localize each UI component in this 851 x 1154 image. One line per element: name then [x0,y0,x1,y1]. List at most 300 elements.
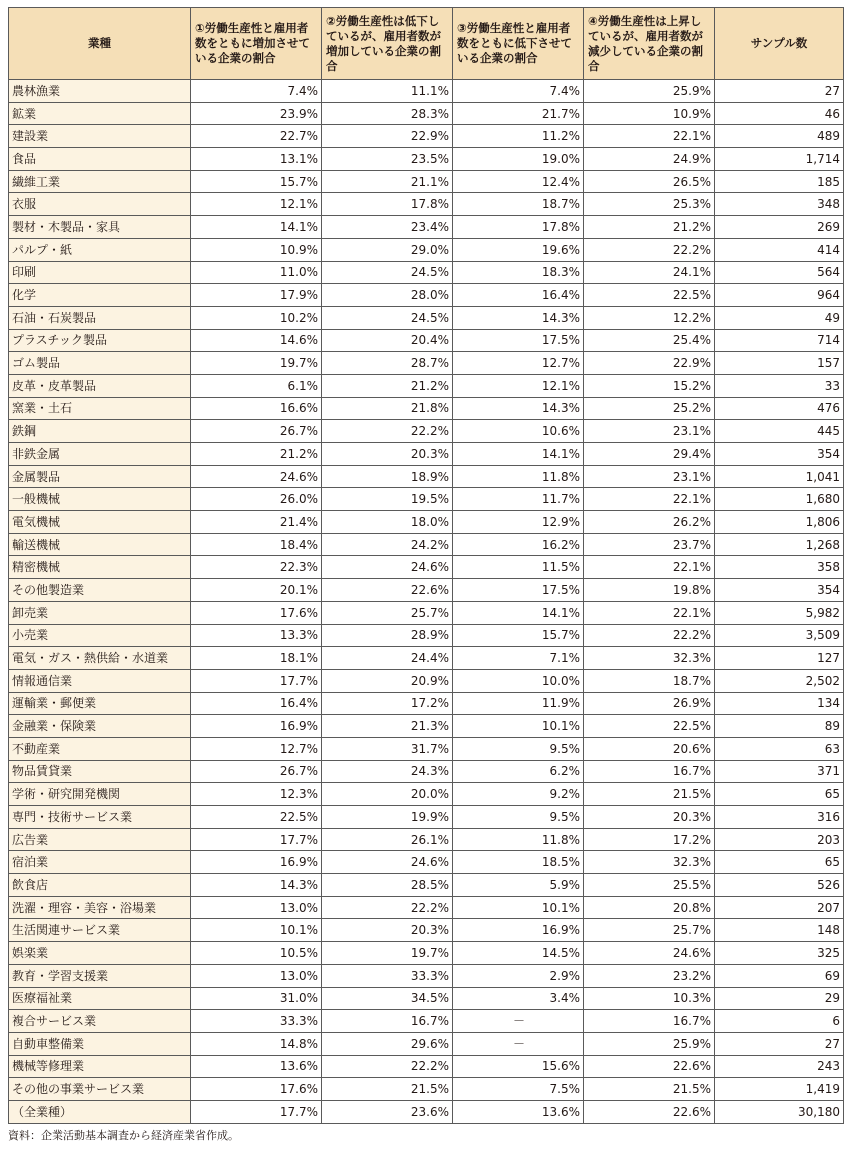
table-row [9,806,844,829]
industry-name-cell: ゴム製品 [9,352,191,375]
ratio-cell-3: 7.5% [453,1078,584,1101]
industry-name-cell: 学術・研究開発機関 [9,783,191,806]
ratio-cell-1: 33.3% [191,1010,322,1033]
sample-count-cell: 1,680 [715,488,844,511]
ratio-cell-1: 15.7% [191,170,322,193]
ratio-cell-3: 14.1% [453,443,584,466]
ratio-cell-3: 17.8% [453,216,584,239]
ratio-cell-4: 24.6% [584,942,715,965]
ratio-cell-1: 6.1% [191,374,322,397]
industry-name-cell: 非鉄金属 [9,443,191,466]
industry-name-cell: 窯業・土石 [9,397,191,420]
table-row [9,148,844,171]
ratio-cell-1: 10.9% [191,238,322,261]
industry-name-cell: 教育・学習支援業 [9,964,191,987]
industry-name-cell: 金融業・保険業 [9,715,191,738]
table-row [9,760,844,783]
table-row [9,828,844,851]
industry-name-cell: 洗濯・理容・美容・浴場業 [9,896,191,919]
ratio-cell-1: 24.6% [191,465,322,488]
sample-count-cell: 348 [715,193,844,216]
ratio-cell-2: 25.7% [322,601,453,624]
ratio-cell-2: 19.5% [322,488,453,511]
sample-count-cell: 27 [715,1032,844,1055]
ratio-cell-2: 28.7% [322,352,453,375]
ratio-cell-1: 17.7% [191,669,322,692]
ratio-cell-2: 28.0% [322,284,453,307]
ratio-cell-3: 10.0% [453,669,584,692]
ratio-cell-3: 15.7% [453,624,584,647]
ratio-cell-1: 13.1% [191,148,322,171]
sample-count-cell: 65 [715,783,844,806]
table-row [9,647,844,670]
ratio-cell-4: 10.3% [584,987,715,1010]
ratio-cell-3: 11.8% [453,828,584,851]
ratio-cell-2: 23.4% [322,216,453,239]
ratio-cell-4: 26.5% [584,170,715,193]
ratio-cell-1: 17.6% [191,1078,322,1101]
ratio-cell-3: 14.5% [453,942,584,965]
table-row [9,1032,844,1055]
industry-name-cell: 宿泊業 [9,851,191,874]
sample-count-cell: 269 [715,216,844,239]
sample-count-cell: 27 [715,80,844,103]
industry-name-cell: 皮革・皮革製品 [9,374,191,397]
table-row [9,579,844,602]
sample-count-cell: 414 [715,238,844,261]
ratio-cell-1: 26.7% [191,760,322,783]
ratio-cell-3: 15.6% [453,1055,584,1078]
ratio-cell-1: 21.4% [191,511,322,534]
ratio-cell-4: 19.8% [584,579,715,602]
table-row [9,556,844,579]
ratio-cell-3: 12.4% [453,170,584,193]
ratio-cell-2: 20.4% [322,329,453,352]
sample-count-cell: 69 [715,964,844,987]
sample-count-cell: 964 [715,284,844,307]
ratio-cell-2: 24.6% [322,851,453,874]
table-row [9,397,844,420]
ratio-cell-3: 2.9% [453,964,584,987]
ratio-cell-2: 21.1% [322,170,453,193]
industry-name-cell: 不動産業 [9,737,191,760]
ratio-cell-1: 14.1% [191,216,322,239]
table-row [9,420,844,443]
table-row [9,737,844,760]
ratio-cell-3: 10.1% [453,896,584,919]
ratio-cell-3: 21.7% [453,102,584,125]
industry-name-cell: 石油・石炭製品 [9,306,191,329]
ratio-cell-1: 13.3% [191,624,322,647]
industry-name-cell: 化学 [9,284,191,307]
sample-count-cell: 1,419 [715,1078,844,1101]
ratio-cell-3: 18.5% [453,851,584,874]
ratio-cell-1: 16.9% [191,715,322,738]
ratio-cell-4: 22.9% [584,352,715,375]
table-row [9,783,844,806]
table-row [9,261,844,284]
table-row [9,511,844,534]
ratio-cell-4: 32.3% [584,647,715,670]
sample-count-cell: 63 [715,737,844,760]
table-row [9,102,844,125]
ratio-cell-4: 23.1% [584,465,715,488]
ratio-cell-4: 25.4% [584,329,715,352]
sample-count-cell: 1,806 [715,511,844,534]
ratio-cell-4: 25.9% [584,80,715,103]
header-sample-count: サンプル数 [715,8,844,80]
ratio-cell-3: 14.1% [453,601,584,624]
industry-name-cell: 生活関連サービス業 [9,919,191,942]
ratio-cell-4: 22.1% [584,125,715,148]
ratio-cell-1: 22.7% [191,125,322,148]
ratio-cell-1: 13.0% [191,896,322,919]
ratio-cell-4: 22.2% [584,624,715,647]
ratio-cell-2: 17.2% [322,692,453,715]
ratio-cell-4: 20.6% [584,737,715,760]
ratio-cell-4: 21.2% [584,216,715,239]
industry-name-cell: 小売業 [9,624,191,647]
ratio-cell-1: 12.7% [191,737,322,760]
header-industry: 業種 [9,8,191,80]
table-row [9,306,844,329]
ratio-cell-4: 23.1% [584,420,715,443]
ratio-cell-2: 24.5% [322,306,453,329]
ratio-cell-2: 26.1% [322,828,453,851]
ratio-cell-4: 22.2% [584,238,715,261]
industry-name-cell: 精密機械 [9,556,191,579]
ratio-cell-2: 24.4% [322,647,453,670]
sample-count-cell: 445 [715,420,844,443]
ratio-cell-4: 22.5% [584,284,715,307]
industry-name-cell: 食品 [9,148,191,171]
ratio-cell-4: 12.2% [584,306,715,329]
industry-name-cell: 娯楽業 [9,942,191,965]
table-container [8,7,843,1143]
ratio-cell-1: 16.4% [191,692,322,715]
sample-count-cell: 354 [715,443,844,466]
ratio-cell-3: － [453,1032,584,1055]
ratio-cell-3: 7.1% [453,647,584,670]
table-row [9,601,844,624]
industry-name-cell: 建設業 [9,125,191,148]
ratio-cell-1: 21.2% [191,443,322,466]
ratio-cell-3: 14.3% [453,306,584,329]
ratio-cell-2: 20.3% [322,443,453,466]
ratio-cell-4: 10.9% [584,102,715,125]
ratio-cell-2: 22.9% [322,125,453,148]
ratio-cell-3: 12.7% [453,352,584,375]
ratio-cell-1: 19.7% [191,352,322,375]
ratio-cell-2: 18.0% [322,511,453,534]
ratio-cell-4: 22.1% [584,488,715,511]
industry-name-cell: 電気機械 [9,511,191,534]
ratio-cell-2: 29.6% [322,1032,453,1055]
ratio-cell-2: 19.9% [322,806,453,829]
table-row [9,216,844,239]
sample-count-cell: 127 [715,647,844,670]
sample-count-cell: 49 [715,306,844,329]
ratio-cell-3: 10.6% [453,420,584,443]
industry-name-cell: 鉱業 [9,102,191,125]
ratio-cell-2: 24.6% [322,556,453,579]
ratio-cell-3: 9.5% [453,737,584,760]
ratio-cell-4: 25.9% [584,1032,715,1055]
ratio-cell-4: 29.4% [584,443,715,466]
industry-name-cell: パルプ・紙 [9,238,191,261]
ratio-cell-4: 16.7% [584,760,715,783]
ratio-cell-2: 24.2% [322,533,453,556]
ratio-cell-1: 14.6% [191,329,322,352]
ratio-cell-1: 13.6% [191,1055,322,1078]
ratio-cell-4: 23.7% [584,533,715,556]
ratio-cell-4: 26.2% [584,511,715,534]
ratio-cell-4: 23.2% [584,964,715,987]
ratio-cell-3: 7.4% [453,80,584,103]
industry-name-cell: 印刷 [9,261,191,284]
sample-count-cell: 6 [715,1010,844,1033]
ratio-cell-1: 14.3% [191,874,322,897]
ratio-cell-4: 32.3% [584,851,715,874]
industry-name-cell: 卸売業 [9,601,191,624]
industry-name-cell: 農林漁業 [9,80,191,103]
industry-name-cell: 衣服 [9,193,191,216]
table-row [9,896,844,919]
sample-count-cell: 564 [715,261,844,284]
table-row [9,465,844,488]
ratio-cell-2: 23.5% [322,148,453,171]
ratio-cell-1: 10.2% [191,306,322,329]
ratio-cell-1: 26.0% [191,488,322,511]
ratio-cell-1: 10.5% [191,942,322,965]
ratio-cell-3: 3.4% [453,987,584,1010]
ratio-cell-3: 9.2% [453,783,584,806]
ratio-cell-3: 17.5% [453,329,584,352]
ratio-cell-1: 17.6% [191,601,322,624]
ratio-cell-1: 22.3% [191,556,322,579]
sample-count-cell: 371 [715,760,844,783]
ratio-cell-1: 17.7% [191,828,322,851]
sample-count-cell: 46 [715,102,844,125]
header-col3: ③労働生産性と雇用者数をともに低下させている企業の割合 [453,8,584,80]
ratio-cell-1: 18.1% [191,647,322,670]
ratio-cell-1: 31.0% [191,987,322,1010]
table-row [9,1078,844,1101]
ratio-cell-1: 7.4% [191,80,322,103]
ratio-cell-2: 22.2% [322,420,453,443]
industry-productivity-table [8,7,844,1124]
industry-name-cell: 情報通信業 [9,669,191,692]
ratio-cell-2: 18.9% [322,465,453,488]
table-row [9,488,844,511]
ratio-cell-1: 11.0% [191,261,322,284]
ratio-cell-1: 12.1% [191,193,322,216]
ratio-cell-1: 10.1% [191,919,322,942]
ratio-cell-2: 16.7% [322,1010,453,1033]
ratio-cell-1: 12.3% [191,783,322,806]
source-note: 資料：企業活動基本調査から経済産業省作成。 [8,1128,239,1142]
ratio-cell-2: 31.7% [322,737,453,760]
ratio-cell-3: 11.7% [453,488,584,511]
ratio-cell-1: 18.4% [191,533,322,556]
sample-count-cell: 1,041 [715,465,844,488]
sample-count-cell: 316 [715,806,844,829]
ratio-cell-3: 18.3% [453,261,584,284]
table-row [9,193,844,216]
ratio-cell-4: 22.6% [584,1100,715,1123]
table-row [9,125,844,148]
ratio-cell-2: 28.5% [322,874,453,897]
ratio-cell-3: － [453,1010,584,1033]
table-row [9,352,844,375]
ratio-cell-3: 19.6% [453,238,584,261]
ratio-cell-2: 20.0% [322,783,453,806]
table-row [9,1010,844,1033]
industry-name-cell: 複合サービス業 [9,1010,191,1033]
ratio-cell-4: 22.1% [584,601,715,624]
ratio-cell-2: 22.2% [322,896,453,919]
ratio-cell-3: 11.8% [453,465,584,488]
ratio-cell-4: 21.5% [584,1078,715,1101]
ratio-cell-2: 28.3% [322,102,453,125]
table-row [9,669,844,692]
ratio-cell-4: 15.2% [584,374,715,397]
ratio-cell-2: 20.9% [322,669,453,692]
industry-name-cell: 自動車整備業 [9,1032,191,1055]
table-body [9,80,844,1124]
ratio-cell-1: 20.1% [191,579,322,602]
ratio-cell-4: 22.1% [584,556,715,579]
ratio-cell-2: 29.0% [322,238,453,261]
ratio-cell-2: 24.5% [322,261,453,284]
industry-name-cell: 物品賃貸業 [9,760,191,783]
table-row [9,964,844,987]
header-col2: ②労働生産性は低下しているが、雇用者数が増加している企業の割合 [322,8,453,80]
table-row [9,533,844,556]
sample-count-cell: 89 [715,715,844,738]
ratio-cell-4: 25.7% [584,919,715,942]
industry-name-cell: 運輸業・郵便業 [9,692,191,715]
ratio-cell-2: 34.5% [322,987,453,1010]
ratio-cell-4: 25.3% [584,193,715,216]
sample-count-cell: 325 [715,942,844,965]
table-row [9,284,844,307]
sample-count-cell: 5,982 [715,601,844,624]
ratio-cell-4: 25.2% [584,397,715,420]
ratio-cell-4: 26.9% [584,692,715,715]
ratio-cell-2: 23.6% [322,1100,453,1123]
ratio-cell-2: 22.2% [322,1055,453,1078]
industry-name-cell: 広告業 [9,828,191,851]
industry-name-cell: 金属製品 [9,465,191,488]
ratio-cell-3: 18.7% [453,193,584,216]
industry-name-cell: 輸送機械 [9,533,191,556]
ratio-cell-1: 13.0% [191,964,322,987]
ratio-cell-4: 24.9% [584,148,715,171]
sample-count-cell: 134 [715,692,844,715]
table-row [9,942,844,965]
ratio-cell-3: 14.3% [453,397,584,420]
industry-name-cell: その他製造業 [9,579,191,602]
ratio-cell-2: 20.3% [322,919,453,942]
table-row [9,238,844,261]
sample-count-cell: 65 [715,851,844,874]
ratio-cell-4: 22.6% [584,1055,715,1078]
sample-count-cell: 157 [715,352,844,375]
ratio-cell-2: 19.7% [322,942,453,965]
sample-count-cell: 203 [715,828,844,851]
table-row [9,374,844,397]
sample-count-cell: 207 [715,896,844,919]
sample-count-cell: 526 [715,874,844,897]
ratio-cell-4: 25.5% [584,874,715,897]
ratio-cell-1: 16.6% [191,397,322,420]
header-row [9,8,844,80]
ratio-cell-1: 16.9% [191,851,322,874]
industry-name-cell: 一般機械 [9,488,191,511]
ratio-cell-4: 20.3% [584,806,715,829]
industry-name-cell: その他の事業サービス業 [9,1078,191,1101]
ratio-cell-1: 23.9% [191,102,322,125]
ratio-cell-2: 21.3% [322,715,453,738]
ratio-cell-4: 16.7% [584,1010,715,1033]
sample-count-cell: 185 [715,170,844,193]
ratio-cell-3: 17.5% [453,579,584,602]
ratio-cell-3: 16.9% [453,919,584,942]
sample-count-cell: 358 [715,556,844,579]
ratio-cell-4: 17.2% [584,828,715,851]
ratio-cell-2: 21.8% [322,397,453,420]
sample-count-cell: 243 [715,1055,844,1078]
ratio-cell-1: 22.5% [191,806,322,829]
table-row [9,443,844,466]
ratio-cell-2: 28.9% [322,624,453,647]
industry-name-cell: プラスチック製品 [9,329,191,352]
sample-count-cell: 476 [715,397,844,420]
industry-name-cell: 飲食店 [9,874,191,897]
ratio-cell-1: 14.8% [191,1032,322,1055]
ratio-cell-3: 11.9% [453,692,584,715]
industry-name-cell: 機械等修理業 [9,1055,191,1078]
table-row [9,1100,844,1123]
ratio-cell-3: 16.4% [453,284,584,307]
table-row [9,715,844,738]
industry-name-cell: 専門・技術サービス業 [9,806,191,829]
industry-name-cell: 製材・木製品・家具 [9,216,191,239]
industry-name-cell: 繊維工業 [9,170,191,193]
sample-count-cell: 148 [715,919,844,942]
ratio-cell-3: 12.9% [453,511,584,534]
ratio-cell-3: 12.1% [453,374,584,397]
ratio-cell-2: 21.5% [322,1078,453,1101]
sample-count-cell: 3,509 [715,624,844,647]
ratio-cell-3: 11.5% [453,556,584,579]
table-row [9,1055,844,1078]
industry-name-cell: （全業種） [9,1100,191,1123]
ratio-cell-3: 10.1% [453,715,584,738]
ratio-cell-4: 18.7% [584,669,715,692]
sample-count-cell: 2,502 [715,669,844,692]
table-row [9,624,844,647]
ratio-cell-3: 16.2% [453,533,584,556]
ratio-cell-3: 9.5% [453,806,584,829]
ratio-cell-2: 21.2% [322,374,453,397]
sample-count-cell: 714 [715,329,844,352]
sample-count-cell: 33 [715,374,844,397]
table-row [9,329,844,352]
table-row [9,874,844,897]
ratio-cell-3: 6.2% [453,760,584,783]
